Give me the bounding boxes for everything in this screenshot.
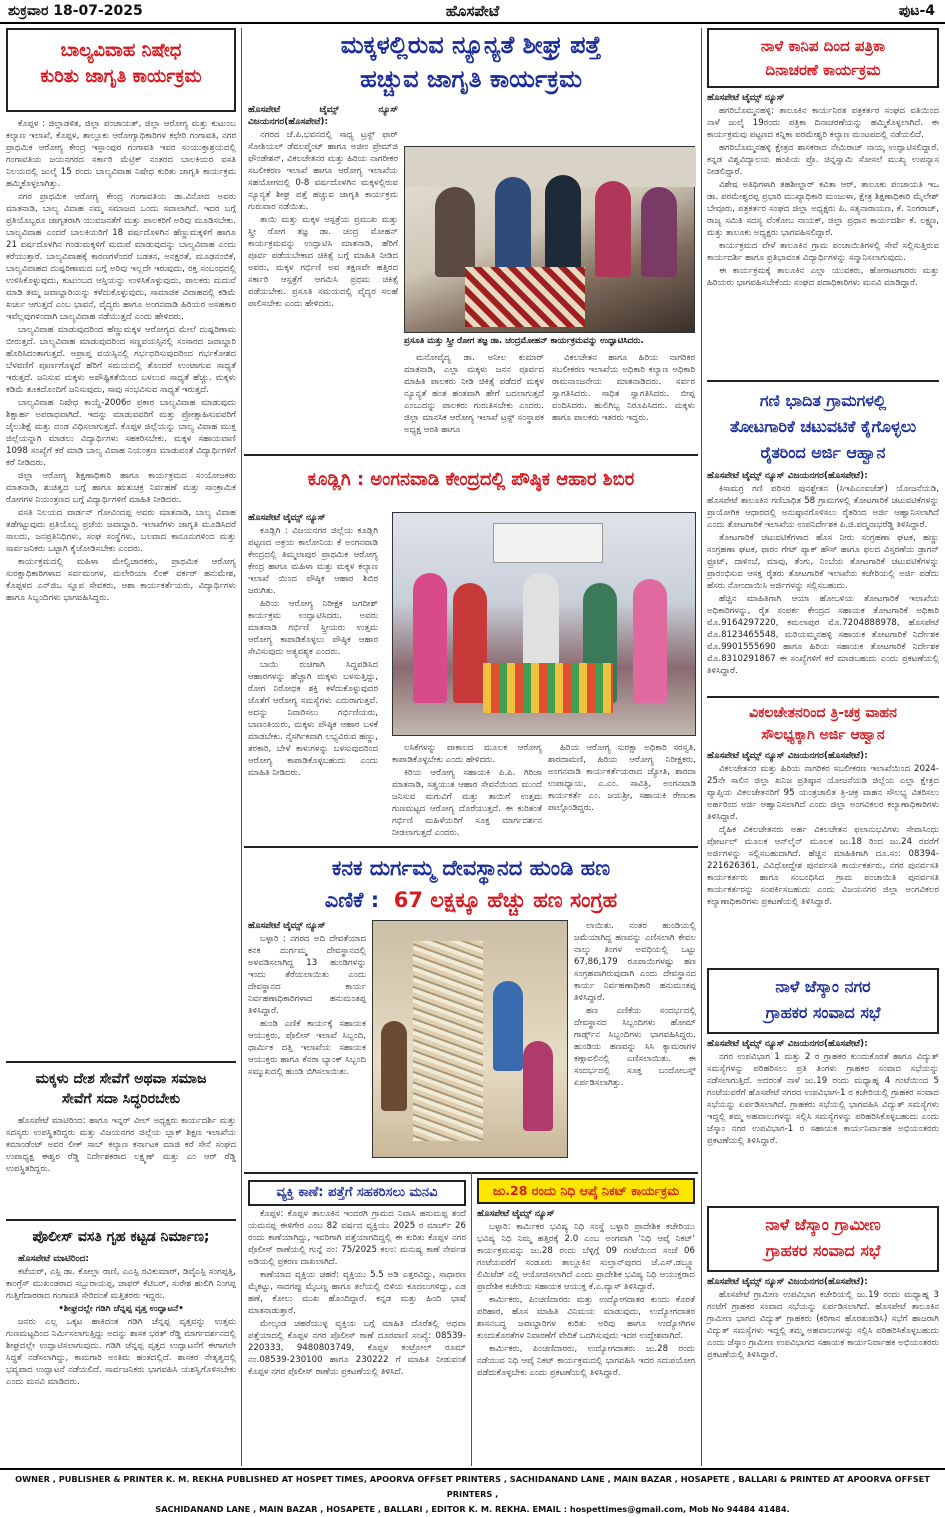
press-day-article: ಹೊಸಪೇಟೆ ಟೈಮ್ಸ್ ನ್ಯೂಸ್ ಹಗರಿಬೊಮ್ಮನಹಳ್ಳಿ: ತಾಲೂಕಿನ ಕಾರ್ಯನಿರತ ಪತ್ರಕರ್ತರ ಸಂಘದ ವತಿಯಿಂದ ನಾಳೆ ಜುಲೈ 19ರಂದು ಪತ್ರಿಕಾ ದಿನಾಚರಣೆಯನ್ನು ಹಮ್ಮಿಕೊಳ್ಳಲಾಗಿದೆ. ಈ ಕಾರ್ಯಕ್ರಮವು ಪಟ್ಟಣದ ಕನ್ನಿಕಾ ಪರಮೇಶ್ವರಿ ಕಲ್ಯಾಣ ಮಂಟಪದಲ್ಲಿ ನಡೆಯಲಿದೆ. ಹಗರಿಬೊಮ್ಮನಹಳ್ಳಿ ಕ್ಷೇತ್ರದ ಶಾಸಕರಾದ ನೇಮಿರಾಜ್ ನಾಯ್ಕ ಉದ್ಘಾಟಿಸಲಿದ್ದಾರೆ. ಕನ್ನಡ ವಿಶ್ವವಿದ್ಯಾಲಯ ಹಂಪಿಯ ಪ್ರೊ. ಚಿನ್ನಸ್ವಾಮಿ ಸೋಸಲೆ ಮುಖ್ಯ ಉಪನ್ಯಾಸ ನೀಡಲಿದ್ದಾರೆ. ವಿಶೇಷ ಅತಿಥಿಗಳಾಗಿ ತಹಶೀಲ್ದಾರ್ ಕವಿತಾ ಆರ್, ತಾಲೂಕು ಪಂಚಾಯತಿ ಇಒ ಡಾ. ಪರಮೇಶ್ವರಪ್ಪ ಪ್ರಭಾರಿ ಮುಖ್ಯಾಧಿಕಾರಿ ಮಂಜುಳಾ, ಕ್ಷೇತ್ರ ಶಿಕ್ಷಣಾಧಿಕಾರಿ ಮೈಲೇಶ್ ಬೇವೂರು, ಪತ್ರಕರ್ತರ ಸಂಘದ ಜಿಲ್ಲಾ ಅಧ್ಯಕ್ಷರು ಪಿ. ಸತ್ಯನಾರಾಯಣ, ಕೆ. ನಿಂಗರಾಜ್, ರಾಜ್ಯ ಸಮಿತಿ ಸದಸ್ಯ ವೆಂಕೋಬ ನಾಯಕ್, ಜಿಲ್ಲಾ ಪ್ರಧಾನ ಕಾರ್ಯದರ್ಶಿ ಕೆ. ಲಕ್ಷ್ಮಣ, ಮತ್ತು ತಾಲೂಕು ಅಧ್ಯಕ್ಷರು ಭಾಗವಹಿಸಲಿದ್ದಾರೆ. ಕಾರ್ಯಕ್ರಮದ ವೇಳೆ ತಾಲೂಕಿನ ಗ್ರಾಮ ಪಂಚಾಯಿತಿಗಳಲ್ಲಿ ಸೇವೆ ಸಲ್ಲಿಸುತ್ತಿರುವ ಕಾರ್ಯದರ್ಶಿ ಹಾಗೂ ಪ್ರತಿಭಾವಂತ ವಿದ್ಯಾರ್ಥಿಗಳನ್ನು ಸನ್ಮಾನಿಸಲಾಗುವುದು. ಈ ಕಾರ್ಯಕ್ರಮಕ್ಕೆ ತಾಲೂಕಿನ ಎಲ್ಲಾ ಯುವಕರು, ಹೋರಾಟಗಾರರು ಮತ್ತು ಹಿರಿಯರು ಭಾಗವಹಿಸಬೇಕೆಂದು ಸಂಘದ ಪದಾಧಿಕಾರಿಗಳು ಮನವಿ ಮಾಡಿದ್ದಾರೆ. xyxy=(707,93,939,288)
lead-story xyxy=(248,28,694,96)
rule-kudligi xyxy=(244,454,698,456)
lead-headline: ಮಕ್ಕಳಲ್ಲಿರುವ ನ್ಯೂನ್ಯತೆ ಶೀಘ್ರ ಪತ್ತೆ ಹಚ್ಚುವ ಜಾಗೃತಿ ಕಾರ್ಯಕ್ರಮ xyxy=(340,31,602,93)
lead-article-col1: ಹೊಸಪೇಟೆ ಟೈಮ್ಸ್ ನ್ಯೂಸ್ ವಿಜಯನಗರ(ಹೊಸಪೇಟೆ): ನಗರದ ಜೆ.ಪಿ.ಭವನದಲ್ಲಿ ಸಾಧ್ಯ ಟ್ರಸ್ಟ್ ಫಾರ್ ಸೋಶಿಯಲ್ ಡೆವಲಪ್ಮೆಂಟ್ ಹಾಗೂ ಅಜೀಂ ಪ್ರೇಮ್‌ಜಿ ಫೌಂಡೇಶನ್, ವಿಕಲಚೇತನರ ಮತ್ತು ಹಿರಿಯ ನಾಗರೀಕರ ಸಬಲೀಕರಣ ಇಲಾಖೆ ಹಾಗೂ ಆರೋಗ್ಯ ಇಲಾಖೆಯ ಸಹಯೋಗದಲ್ಲಿ 0-8 ವರ್ಷದೊಳಗಿನ ಮಕ್ಕಳಲ್ಲಿರುವ ನ್ಯೂನ್ಯತೆ ಶೀಘ್ರ ಪತ್ತೆ ಹಚ್ಚುವ ಜಾಗೃತಿ ಕಾರ್ಯಕ್ರಮ ಗುರುವಾರ ನಡೆಯಿತು. ತಾಯಿ ಮತ್ತು ಮಕ್ಕಳ ಆಸ್ಪತ್ರೆಯ ಪ್ರಮುಖ ಮತ್ತು ಸ್ತ್ರೀ ರೋಗ ತಜ್ಞ ಡಾ. ಚಂದ್ರ ಮೋಹನ್ ಕಾರ್ಯಕ್ರಮವನ್ನು ಉದ್ಘಾಟಿಸಿ ಮಾತನಾಡಿ, ಹೆರಿಗೆ ಪೂರ್ವ ಪಡೆಯಬೇಕಾದ ಚಿಕಿತ್ಸೆ ಬಗ್ಗೆ ಮಾಹಿತಿ ನೀಡಿದ ಅವರು, ಮಕ್ಕಳ ಗರ್ಭಿಣಿ ಅವ ತಕ್ಷಣವೇ ಹತ್ತಿರದ ಸರ್ಕಾರಿ ಆಸ್ಪತ್ರೆಗೆ ಆಗಮಿಸಿ ಪ್ರಥಮ ಚಿಕಿತ್ಸೆ ಪಡೆಯಬೇಕು. ಪ್ರಸೂತಿ ಸಮಯದಲ್ಲಿ ವೈದ್ಯರ ಸಲಹೆ ಪಾಲಿಸಬೇಕು ಎಂದು ಹೇಳಿದರು. xyxy=(248,105,398,309)
police-quarters-article: ಹೊಸಪೇಟೆ ಮಾಟಿರಿಂದ: ಕಟೆಯರ್, ಎಸ್ಪಿ ಡಾ. ಕೋಲ್ಲಾ ರಾಣಿ, ಎಎಸ್ಪಿ ರವಿಕುಮಾರ್, ಡಿವೈಎಸ್ಪಿ ಸಂಗಪ್ಪತ್ತಿ, ಕಾಂಗ್ರೆಸ್ ಮುಖಂಡರಾದ ಸಬ್ಬುರಾಯಪ್ಪ, ಜಾಫರ್ ಕೆಟಿಬರ್, ಸುರೇಶ ಹುಲಿಗಿ ನಿಂಗಪ್ಪ ಗುತ್ತಿಗೆದಾರರಾದ ಗಂಗಾವತಿ ಸೇರಿದಂತೆ ಮತ್ತಿತರರು ಇದ್ದರು. •ಶೀಘ್ರದಲ್ಲೇ ಗಡಿಗಿ ಚೆನ್ನಪ್ಪ ವೃತ್ತ ಉದ್ಘಾಟನೆ• ಜನರು ಎಲ್ಲ ಒಕ್ಕಟ ಹಾಕಿದಂತ ಗಡಿಗಿ ಚೆನ್ನಪ್ಪ ವೃತ್ತವನ್ನು ಉತ್ತಮ ಗುಣಮಟ್ಟದಿಂದ ನಿರ್ಮಿಸಲಾಗುತ್ತಿದ್ದು ಅದನ್ನು ಶಾಸಕ ಭರತ್ ರೆಡ್ಡಿ ಮಾರ್ಗದರ್ಶನದಲ್ಲಿ ಶೀಘ್ರದಲ್ಲೇ ಉದ್ಘಾಟಿಸಲಾಗುವುದು. ಗಡಿಗಿ ಚೆನ್ನಪ್ಪ ವೃತ್ತದ ಉದ್ಘಾಟನೆಗೆ ಈಗಾಗಲೇ ಸಿದ್ಧತೆ ನಡೆಸಲಾಗಿದ್ದು, ಕಾಮಗಾರಿ ಅಂತಿಮ ಹಂತದಲ್ಲಿದೆ. ಶಾಸಕರ ನೇತೃತ್ವದಲ್ಲಿ ಭವ್ಯವಾದ ಉದ್ಘಾಟನೆ ನಡೆಯಲಿದೆ. ಸಾರ್ವಜನಿಕರು ಭಾಗವಹಿಸಿ ಯಶಸ್ವಿಗೊಳಿಸಬೇಕು ಎಂದು ಮನವಿ ಮಾಡಿದರು. xyxy=(6,1254,236,1387)
column-rule-left xyxy=(241,28,242,1466)
children-service-article: ಹೊಸಪೇಟೆ ಮಾಟಿರಿಂದ: ಹಾಗೂ ಇನ್ನರ್ ವೀಲ್ ಅಧ್ಯಕ್ಷರು ಕಾರ್ಯದರ್ಶಿ ಮತ್ತು ಸದಸ್ಯರು ಉಪಸ್ಥಿತರಿದ್ದರು ಮತ್ತು ವಿಜಯನಗರ ಜಿಲ್ಲೆಯ ಬ್ಲಾಕ್ ಶಿಕ್ಷಣ ಇಲಾಖೆಯ ಕಮಾಂಡೆಂಟ್ ಅವರ ಲೀಕ್ ಸಾಬ್ ಕಲ್ಯಾಣ ಕರ್ನಾಟಕ ಮಾಜಿ ಕರೆ ಸೇನೆ ಸಂಘದ ಉಪಾಧ್ಯಕ್ಷ ಈಶ್ವರ ರೆಡ್ಡಿ ನಿರ್ದೇಶಕರಾದ ಲಕ್ಷ್ಮಣ್ ಮತ್ತು ಎಂ ಆರ್ ರೆಡ್ಡಿ ಉಪಸ್ಥಿತರಿದ್ದರು. xyxy=(6,1116,236,1174)
child-marriage-article: ಕೊಪ್ಪಳ : ಜಿಲ್ಲಾಡಳಿತ, ಜಿಲ್ಲಾ ಪಂಚಾಯತ್, ಜಿಲ್ಲಾ ಆರೋಗ್ಯ ಮತ್ತು ಕುಟುಂಬ ಕಲ್ಯಾಣ ಇಲಾಖೆ, ಕೊಪ್ಪಳ, ತಾಲ್ಲೂಕು ಆರೋಗ್ಯಾಧಿಕಾರಿಗಳ ಕಛೇರಿ ಗಂಗಾವತಿ, ನಗರ ಪ್ರಾಥಮಿಕ ಆರೋಗ್ಯ ಕೇಂದ್ರ ಇಸ್ಲಾಂಪುರ ಗಂಗಾವತಿ ಇವರ ಸಂಯುಕ್ತಾಶ್ರಯದಲ್ಲಿ ಗಂಗಾವತಿಯ ಜಯನಗರದ ಸರ್ಕಾರಿ ಮೆಟ್ರಿಕ್ ನಂತರದ ಬಾಲಕಿಯರ ವಸತಿ ನಿಲಯದಲ್ಲಿ ಜುಲೈ 15 ರಂದು ಬಾಲ್ಯವಿವಾಹ ನಿಷೇಧ ಕುರಿತು ಜಾಗೃತಿ ಕಾರ್ಯಕ್ರಮ ಹಮ್ಮಿಕೊಳ್ಳಲಾಗಿತ್ತು. ನಗರ ಪ್ರಾಥಮಿಕ ಆರೋಗ್ಯ ಕೇಂದ್ರ ಗಂಗಾವತಿಯ ಡಾ.ವಿನೋದ ಅವರು ಮಾತನಾಡಿ, ಬಾಲ್ಯ ವಿವಾಹ ನಮ್ಮ ಸಮಾಜದ ಒಂದು ಸವಾಲಾಗಿದೆ. ಇದರ ಬಗ್ಗೆ ಪ್ರತಿಯೊಬ್ಬರೂ ಜಾಗೃತರಾಗಿ ಯುವಜನತೆಗೆ ಮತ್ತು ಪಾಲಕರಿಗೆ ಅರಿವು ಮೂಡಿಸಬೇಕು. ಬಾಲ್ಯವಿವಾಹ ಎಂದರೆ ಬಾಲಕಿಯರಿಗೆ 18 ವರ್ಷದೊಳಗಿನ ಹೆಣ್ಣುಮಕ್ಕಳಿಗೆ ಹಾಗೂ 21 ವರ್ಷದೊಳಗಿನ ಗಂಡುಮಕ್ಕಳಿಗೆ ಮದುವೆ ಮಾಡುವುದನ್ನು ಬಾಲ್ಯವಿವಾಹ ಎಂದು ಕರೆಯುತ್ತಾರೆ. ಬಾಲ್ಯವಿವಾಹಕ್ಕೆ ಕಾರಣಗಳೆಂದರೆ ಬಡತನ, ಅನಕ್ಷರತೆ, ಮೂಢನಂಬಿಕೆ, ಬಾಲ್ಯವಿವಾಹದ ದುಷ್ಪರಿಣಾಮದ ಬಗ್ಗೆ ಅರಿವು ಇಲ್ಲದೇ ಇರುವುದು, ರಕ್ತ ಸಂಬಂಧದಲ್ಲಿ ಉಳಿಸಿಕೊಳ್ಳುವುದು, ಕುಟುಂಬದ ಆಸ್ತಿಯನ್ನು ಉಳಿಸಿಕೊಳ್ಳುವುದು, ಪಾಲಕರು ಮದುವೆ ಮಾಡಿ ತಮ್ಮ ಜವಾಬ್ದಾರಿಯನ್ನು ಕಳೆದುಕೊಳ್ಳುವುದು, ಸಾಮಾಜಿಕ ವಿವಾಹದಲ್ಲಿ ಕಡಿಮೆ ಖರ್ಚು ಆಗುತ್ತದೆ ಎಂಬ ಭಾವನೆ, ವೈದ್ಯರು ಹಾಗೂ ಅಂಗನವಾಡಿ ಹಿರಿಯರ ಅಸಹಕಾರ ಇವೆಲ್ಲವುಗಳಿಂದಾಗಿ ಬಾಲ್ಯವಿವಾಹ ನಡೆಯುತ್ತದೆ ಎಂದು ಹೇಳಿದರು. ಬಾಲ್ಯವಿವಾಹ ಮಾಡುವುದರಿಂದ ಹೆಣ್ಣುಮಕ್ಕಳ ಆರೋಗ್ಯದ ಮೇಲೆ ದುಷ್ಪರಿಣಾಮ ಬೀರುತ್ತದೆ. ಬಾಲ್ಯವಿವಾಹ ಮಾಡುವುದರಿಂದ ಸಣ್ಣವಯಸ್ಸಿನಲ್ಲಿ ಸಂಸಾರದ ಜವಾಬ್ದಾರಿ ಹೊರಿಸಿದಂತಾಗುತ್ತದೆ. ಅಪ್ರಾಪ್ತ ವಯಸ್ಸಿನಲ್ಲಿ ಗರ್ಭಧರಿಸುವುದರಿಂದ ಗರ್ಭಕೋಶದ ಬೆಳವಣಿಗೆ ಪೂರ್ಣಗೊಳ್ಳದೆ ಹೆರಿಗೆ ಸಮಯದಲ್ಲಿ ತೊಂದರೆ ಉಂಟಾಗುವ ಸಾಧ್ಯತೆ ಇರುತ್ತದೆ. ಜನಿಸುವ ಮಕ್ಕಳು ಅಪೌಷ್ಟಿಕತೆಯಿಂದ ಬಳಲುವ ಸಾಧ್ಯತೆ ಹೆಚ್ಚು. ಮಕ್ಕಳು ಕಡಿಮೆ ತೂಕದೊಂದಿಗೆ ಜನಿಸುವುದು, ಸಾವು ಸಂಭವಿಸುವ ಸಾಧ್ಯತೆ ಇರುತ್ತದೆ. ಬಾಲ್ಯವಿವಾಹ ನಿಷೇಧ ಕಾಯ್ದೆ-2006ರ ಪ್ರಕಾರ ಬಾಲ್ಯವಿವಾಹ ಮಾಡುವುದು ಶಿಕ್ಷಾರ್ಹ ಅಪರಾಧವಾಗಿದೆ. ಇದನ್ನು ಮಾಡುವವರಿಗೆ ಮತ್ತು ಪ್ರೋತ್ಸಾಹಿಸುವವರಿಗೆ ಜೈಲುಶಿಕ್ಷೆ ಮತ್ತು ದಂಡ ವಿಧಿಸಲಾಗುತ್ತದೆ. ಕೊಪ್ಪಳ ಜಿಲ್ಲೆಯನ್ನು ಬಾಲ್ಯ ವಿವಾಹ ಮುಕ್ತ ಜಿಲ್ಲೆಯನ್ನಾಗಿ ಮಾಡಲು ವಿದ್ಯಾರ್ಥಿಗಳು ಸಹಕರಿಸಬೇಕು. ಮಕ್ಕಳ ಸಹಾಯವಾಣಿ 1098 ಸಂಖ್ಯೆಗೆ ಕರೆ ಮಾಡಿ ಬಾಲ್ಯ ವಿವಾಹ ನಿಯಂತ್ರಣ ಮಾಡುವಂತೆ ವಿದ್ಯಾರ್ಥಿಗಳಿಗೆ ಕರೆ ನೀಡಿದರು. ಜಿಲ್ಲಾ ಆರೋಗ್ಯ ಶಿಕ್ಷಣಾಧಿಕಾರಿ ಹಾಗೂ ಕಾರ್ಯಕ್ರಮದ ಸಂಯೋಜಕರು ಮಾತನಾಡಿ, ಶುಚಿತ್ವದ ಬಗ್ಗೆ ಹಾಗೂ ಋತುಚಕ್ರ ನಿರ್ವಹಣೆ ಮತ್ತು ಸಾಂಕ್ರಾಮಿಕ ರೋಗಗಳ ನಿಯಂತ್ರಣದ ಬಗ್ಗೆ ವಿದ್ಯಾರ್ಥಿಗಳಿಗೆ ಮಾಹಿತಿ ನೀಡಿದರು. ವಸತಿ ನಿಲಯದ ವಾರ್ಡನ್ ಗೋವಿಂದಪ್ಪ ಅವರು ಮಾತನಾಡಿ, ಬಾಲ್ಯ ವಿವಾಹ ತಡೆಗಟ್ಟುವುದು ಪ್ರತಿಯೊಬ್ಬ ಪ್ರಜೆಯ ಜವಾಬ್ದಾರಿ. ಇಲಾಖೆಗಳು ಜಾಗೃತಿ ಮೂಡಿಸಿದರೆ ಸಾಲದು, ಜನಪ್ರತಿನಿಧಿಗಳು, ಸಂಘ ಸಂಸ್ಥೆಗಳು, ಬಲವಾದ ಕಾನೂನುಗಳಿಂದ ಮತ್ತು ಸಾರ್ವಜನಿಕರು ಒಟ್ಟಾಗಿ ಕೈಜೋಡಿಸಬೇಕು ಎಂದರು. ಕಾರ್ಯಕ್ರಮದಲ್ಲಿ ಮಹಿಳಾ ಮೇಲ್ವಿಚಾರಕರು, ಪ್ರಾಥಮಿಕ ಆರೋಗ್ಯ ಸುರಕ್ಷಾಧಿಕಾರಿಗಳಾದ ಸರ್ವಮಂಗಳ, ಮಲೇರಿಯಾ ಲಿಂಕ್ ವರ್ಕರ್ ಹನುಮೇಶ, ಕೊಪ್ಪಳದ ಎನ್‌ಜಿಒ ಸ್ನೂಪ ಸೇವಕರು, ಆಶಾ ಕಾರ್ಯಕರ್ತೆಯರು, ವಿದ್ಯಾರ್ಥಿಗಳು ಹಾಗೂ ಸಿಬ್ಬಂದಿಗಳು ಭಾಗವಹಿಸಿದ್ದರು. xyxy=(6,119,236,603)
children-service-headline: ಮಕ್ಕಳು ದೇಶ ಸೇವೆಗೆ ಅಥವಾ ಸಮಾಜ ಸೇವೆಗೆ ಸದಾ ಸಿದ್ಧರಿರಬೇಕು xyxy=(6,1061,236,1109)
kudligi-article-col3: ಹಿರಿಯ ಆರೋಗ್ಯ ಸುರಕ್ಷಾ ಅಧಿಕಾರಿ ಸರಸ್ವತಿ, ಶಾರದಾಮಣಿ, ಹಿರಿಯ ಆರೋಗ್ಯ ನಿರೀಕ್ಷಕರು, ಅಂಗನವಾಡಿ ಕಾರ್ಯಕರ್ತೆಯರಾದ ಜ್ಯೋತಿ, ಶಾರದಾ ಉಪಾಧ್ಯಾಯ, ಎ.ಎಂ. ಸಾವಿತ್ರಿ, ಅಂಗನವಾಡಿ ಕಾರ್ಯಕರ್ತೆ ಎಂ. ಜಯಶ್ರೀ, ಸಹಾಯಕಿ ರೇಣುಕಾ ಪಾಲ್ಗೊಂಡಿದ್ದರು. xyxy=(548,743,696,813)
durgamma-article-col2: ಲಾಯಿತು. ನಂತರ ಹುಂಡಿಯಲ್ಲಿ ಜಮೆಯಾಗಿದ್ದ ಹಣವನ್ನು ಎಣಿಸಲಾಗಿ ಕೇವಲ ನಾಲ್ಕು ತಿಂಗಳ ಅವಧಿಯಲ್ಲಿ ಒಟ್ಟು 67,86,179 ರೂಪಾಯಿಗಳಷ್ಟು ಹಣ ಸಂಗ್ರಹವಾಗಿರುವುದಾಗಿ ಎಂದು ದೇವಸ್ಥಾನದ ಕಾರ್ಯ ನಿರ್ವಹಣಾಧಿಕಾರಿ ಹನುಮಂತಪ್ಪ ತಿಳಿಸಿದ್ದಾರೆ. ಹಣ ಎಣಿಕೆಯ ಸಂದರ್ಭದಲ್ಲಿ ದೇವಸ್ಥಾನದ ಸಿಬ್ಬಂದಿಗಳು ಹೋಮ್ ಗಾರ್ಡ್ಸ್‌ನ ಸಿಬ್ಬಂದಿಗಳು ಭಾಗವಹಿಸಿದ್ದರು. ಹುಂಡಿಯ ಹಣವನ್ನು ಸಿಸಿ ಕ್ಯಾಮರಾಗಳ ಕಣ್ಗಾವಲಿನಲ್ಲಿ ಎಣಿಸಲಾಯಿತು. ಈ ಸಂದರ್ಭದಲ್ಲಿ ಸೂಕ್ತ ಬಂದೋಬಸ್ತ್ ಏರ್ಪಡಿಸಲಾಗಿತ್ತು. xyxy=(574,921,696,1088)
gescom-city-headline: ನಾಳೆ ಜೆಸ್ಕಾಂ ನಗರ ಗ್ರಾಹಕರ ಸಂವಾದ ಸಭೆ xyxy=(707,968,939,1034)
rule-durgamma xyxy=(244,846,698,848)
nidhi-headline: ಜು.28 ರಂದು ನಿಧಿ ಆಪ್ಕೆ ನಿಕಟ್ ಕಾರ್ಯಕ್ರಮ xyxy=(477,1178,695,1204)
page-number: ಪುಟ-4 xyxy=(898,3,935,19)
horticulture-article: ಹೊಸಪೇಟೆ ಟೈಮ್ಸ್ ನ್ಯೂಸ್ ವಿಜಯನಗರ(ಹೊಸಪೇಟೆ): ಕಿಸಾಮಗ್ರ ಗಣಿ ಪರಿಸರ ಪುನಶ್ಚೇತನ (ಸಿಇಪಿಎಂಐಜೆಡ್) ಯೋಜನೆಯಡಿ, ಹೊಸಪೇಟೆ ತಾಲೂಕಿನ ಗಣಿಬಾಧಿತ 58 ಗ್ರಾಮಗಳಲ್ಲಿ ತೋಟಗಾರಿಕೆ ಚಟುವಟಿಕೆಗಳನ್ನು ಪ್ರಾಯೋಗಿಕ ಆಧಾರದಲ್ಲಿ ಅನುಷ್ಠಾನಗೊಳಿಸಲು ರೈತರಿಂದ ಅರ್ಜಿ ಆಹ್ವಾನಿಸಲಾಗಿದೆ ಎಂದು ತೋಟಗಾರಿಕೆ ಇಲಾಖೆಯ ಉಪನಿರ್ದೇಶಕ ಪಿ.ಜಿ.ಪದ್ಮನಾಭರೆಡ್ಡಿ ತಿಳಿಸಿದ್ದಾರೆ. ತೋಟಗಾರಿಕೆ ಚಟುವಟಿಕೆಗಳಾದ ಹೊಸ ನೀರು ಸಂಗ್ರಹಣಾ ಘಟಕ, ಹಣ್ಣು ಸಂಗ್ರಹಣಾ ಘಟಕ, ಫಾರಂ ಗೇಟ್ ಪ್ಯಾಕ್ ಹೌಸ್ ಹಾಗೂ ಫಲದ ವಿಸ್ತರಣೆಯ ಡ್ರಾಗನ್ ಫ್ರೂಟ್, ದಾಳಿಂಬೆ, ಮಾವು, ತೆಂಗು, ನಿಂಬೆಯ ತೋಟಗಾರಿಕೆ ಚಟುವಟಿಕೆಗಳನ್ನು ಪ್ರಾರಂಭಿಸುವ ಆಸಕ್ತ ರೈತರು ತೋಟಗಾರಿಕೆ ಇಲಾಖೆಯ ಕಚೇರಿಯಲ್ಲಿ ಅರ್ಜಿ ಪಡೆದು ಹೆಸರು ನೋಂದಾಯಿಸಿ ಅರ್ಜಿಗಳನ್ನು ಸಲ್ಲಿಸಬಹುದು. ಹೆಚ್ಚಿನ ಮಾಹಿತಿಗಾಗಿ ಆಯಾ ಹೋಬಳಿಯ ತೋಟಗಾರಿಕೆ ಇಲಾಖೆಯ ಅಧಿಕಾರಿಗಳನ್ನು, ರೈತ ಸಂಪರ್ಕ ಕೇಂದ್ರದ ಸಹಾಯಕ ತೋಟಗಾರಿಕೆ ಅಧಿಕಾರಿ ಮೊ.9164297220, ಕಮಲಾಪುರ ಮೊ.7204888978, ಹೊಸಪೇಟೆ ಮೊ.8123465548, ಮರಿಯಮ್ಮನಹಳ್ಳಿ ಸಹಾಯಕ ತೋಟಗಾರಿಕೆ ನಿರ್ದೇಶಕ ಮೊ.9901555690 ಹಾಗೂ ಹಿರಿಯ ಸಹಾಯಕ ತೋಟಗಾರಿಕೆ ನಿರ್ದೇಶಕ ಮೊ.8310291867 ಈ ಸಂಖ್ಯೆಗಳಿಗೆ ಕರೆ ಮಾಡಬಹುದು ಎಂದು ಪ್ರಕಟಣೆಯಲ್ಲಿ ತಿಳಿಸಿದ್ದಾರೆ. xyxy=(707,471,939,676)
gescom-city-article: ಹೊಸಪೇಟೆ ಟೈಮ್ಸ್ ನ್ಯೂಸ್ ವಿಜಯನಗರ(ಹೊಸಪೇಟೆ): ನಗರ ಉಪವಿಭಾಗ 1 ಮತ್ತು 2 ರ ಗ್ರಾಹಕರ ಕುಂದುಕೊರತೆ ಹಾಗೂ ವಿದ್ಯುತ್ ಸಮಸ್ಯೆಗಳನ್ನು ಪರಿಹರಿಸಲು ಪ್ರತಿ ತಿಂಗಳು ಗ್ರಾಹಕರ ಸಂವಾದ ಸಭೆಯನ್ನು ನಡೆಸಲಾಗುತ್ತಿದೆ. ಅದರಂತೆ ನಾಳೆ ಜು.19 ರಂದು ಮಧ್ಯಾಹ್ನ 4 ಗಂಟೆಯಿಂದ 5 ಗಂಟೆಯವರೆಗೆ ಹೊಸಪೇಟೆ ನಗರದ ಉಪವಿಭಾಗ-1 ರ ಕಚೇರಿಯಲ್ಲಿ ಗ್ರಾಹಕರ ಸಂವಾದ ಸಭೆಯನ್ನು ಏರ್ಪಡಿಸಲಾಗಿದೆ. ಗ್ರಾಹಕರು ಸಭೆಯಲ್ಲಿ ಭಾಗವಹಿಸಿ ವಿದ್ಯುತ್ ಸಮಸ್ಯೆಗಳು ಇದ್ದಲ್ಲಿ ತಮ್ಮ ಅಹವಾಲುಗಳನ್ನು ಸಲ್ಲಿಸಿ ಸಮಸ್ಯೆಗಳನ್ನು ಪರಿಹರಿಸಿಕೊಳ್ಳಬಹುದು ಎಂದು ಜೆಸ್ಕಾಂ ನಗರ ಉಪವಿಭಾಗ-1 ರ ಸಹಾಯಕ ಕಾರ್ಯನಿರ್ವಾಹಕ ಅಭಿಯಂತರರು ಪ್ರಕಟಣೆಯಲ್ಲಿ ತಿಳಿಸಿದ್ದಾರೆ. xyxy=(707,1039,939,1146)
lead-photo xyxy=(404,146,695,333)
kudligi-photo xyxy=(392,512,696,736)
tricycle-headline: ವಿಕಲಚೇತನರಿಂದ ತ್ರಿ-ಚಕ್ರ ವಾಹನ ಸೌಲಭ್ಯಕ್ಕಾಗಿ ಅರ್ಜಿ ಆಹ್ವಾನ xyxy=(707,696,939,746)
right-column xyxy=(707,28,939,1418)
gescom-rural-headline: ನಾಳೆ ಜೆಸ್ಕಾಂ ಗ್ರಾಮೀಣ ಗ್ರಾಹಕರ ಸಂವಾದ ಸಭೆ xyxy=(707,1206,939,1272)
paper-name: ಹೊಸಪೇಟೆ xyxy=(445,2,500,20)
press-day-headline: ನಾಳೆ ಕಾನಿಪ ದಿಂದ ಪತ್ರಿಕಾ ದಿನಾಚರಣೆ ಕಾರ್ಯಕ್ರಮ xyxy=(707,28,939,88)
lead-photo-caption: ಪ್ರಸೂತಿ ಮತ್ತು ಸ್ತ್ರೀ ರೋಗ ತಜ್ಞ ಡಾ. ಚಂದ್ರಮೋಹನ್ ಕಾರ್ಯಕ್ರಮವನ್ನು ಉದ್ಘಾಟಿಸಿದರು. xyxy=(404,336,644,346)
masthead xyxy=(0,0,945,24)
column-rule-right xyxy=(701,28,702,1466)
kudligi-article-col1: ಹೊಸಪೇಟೆ ಟೈಮ್ಸ್ ನ್ಯೂಸ್ ಕೂಡ್ಲಿಗಿ : ವಿಜಯನಗರ ಜಿಲ್ಲೆಯ ಕೂಡ್ಲಿಗಿ ಪಟ್ಟಣದ ಅಕ್ರಯ ಕಾಲೋನಿಯ ಕೆ ಅಂಗನವಾಡಿ ಕೇಂದ್ರದಲ್ಲಿ ತಿಮ್ಮಲಾಪುರ ಪ್ರಾಥಮಿಕ ಆರೋಗ್ಯ ಕೇಂದ್ರ ಹಾಗೂ ಮಹಿಳಾ ಮತ್ತು ಮಕ್ಕಳ ಕಲ್ಯಾಣ ಇಲಾಖೆ ಯಿಂದ ಪೌಷ್ಠಿಕ ಆಹಾರ ಶಿಬಿರ ಜರುಗಿತು. ಹಿರಿಯ ಆರೋಗ್ಯ ನಿರೀಕ್ಷಕ ಜಗದೀಶ್ ಕಾರ್ಯಕ್ರಮ ಉದ್ಘಾಟಿಸಿದರು. ಅವರು ಮಾತನಾಡಿ ಗರ್ಭಿಣಿ ಸ್ತ್ರೀಯರು ಉತ್ತಮ ಆರೋಗ್ಯ ಕಾಪಾಡಿಕೊಳ್ಳಲು ಪೌಷ್ಠಿಕ ಆಹಾರ ಸೇವಿಸುವುದು ಅತ್ಯವಶ್ಯಕ ಎಂದರು. ಬಾಯಿ ರುಚಿಗಾಗಿ ಸಿದ್ಧಪಡಿಸಿದ ಆಹಾರಗಳನ್ನು ಹೆಚ್ಚಾಗಿ ಮಕ್ಕಳು ಬಳಸುತ್ತಿದ್ದು, ರೋಗ ನಿರೋಧಕ ಶಕ್ತಿ ಕಳೆದುಕೊಳ್ಳುವುದರ ಜೊತೆಗೆ ಆರೋಗ್ಯ ಸಮಸ್ಯೆಗಳು ಎದುರಾಗುತ್ತವೆ. ಅದನ್ನು ನಿವಾರಿಸಲು ಗರ್ಭಿಣಿಯರು, ಬಾಣಂತಿಯರು, ಮಕ್ಕಳು ಪೌಷ್ಠಿಕ ಆಹಾರ ಬಳಕೆ ಮಾಡಬೇಕು. ನೈಸರ್ಗಿಕವಾಗಿ ಲಭ್ಯವಿರುವ ಹಣ್ಣು, ತರಕಾರಿ, ಬೇಳೆ ಕಾಳುಗಳನ್ನು ಬಳಸುವುದರಿಂದ ಆರೋಗ್ಯ ಕಾಪಾಡಿಕೊಳ್ಳಬಹುದು ಎಂದು ಮಾಹಿತಿ ನೀಡಿದರು. xyxy=(248,513,378,778)
kudligi-headline: ಕೂಡ್ಲಿಗಿ : ಅಂಗನವಾಡಿ ಕೇಂದ್ರದಲ್ಲಿ ಪೌಷ್ಠಿಕ ಆಹಾರ ಶಿಬಿರ xyxy=(307,469,635,490)
horticulture-headline: ಗಣಿ ಭಾದಿತ ಗ್ರಾಮಗಳಲ್ಲಿ ತೋಟಗಾರಿಕೆ ಚಟುವಟಿಕೆ ಕೈಗೊಳ್ಳಲು ರೈತರಿಂದ ಅರ್ಜಿ ಆಹ್ವಾನ xyxy=(707,380,939,466)
police-quarters-headline: ಪೊಲೀಸ್ ವಸತಿ ಗೃಹ ಕಟ್ಟಡ ನಿರ್ಮಾಣ; xyxy=(6,1219,236,1247)
left-column xyxy=(6,28,236,1451)
missing-person-headline: ವ್ಯಕ್ತಿ ಕಾಣೆ: ಪತ್ತೆಗೆ ಸಹಕರಿಸಲು ಮನವಿ xyxy=(248,1180,466,1206)
kudligi-article-col2: ಲಸಿಕೆಗಳನ್ನು ಪಾಕಾಲದ ಮೂಲಕ ಆರೋಗ್ಯ ಕಾಪಾಡಿಕೊಳ್ಳಬೇಕು ಎಂದು ಹೇಳಿದರು. ಕಿರಿಯ ಆರೋಗ್ಯ ಸಹಾಯಕಿ ಪಿ.ಪಿ. ಗಿರಿಜಾ ಮಾತನಾಡಿ, ಸತ್ವಯುತ ಆಹಾರ ಸೇವನೆಯಿಂದ ಮುಂದೆ ಜನಿಸುವ ಮಗುವಿಗೆ ಮತ್ತು ತಾಯಿಗೆ ಉತ್ತಮ ಗುಣಮಟ್ಟದ ಆರೋಗ್ಯ ದೊರೆಯುತ್ತದೆ. ಈ ಕುರಿತಂತೆ ಗರ್ಭಿಣಿ ಮಹಿಳೆಯರಿಗೆ ಸೂಕ್ತ ಮಾರ್ಗದರ್ಶನ ನೀಡಲಾಗುತ್ತದೆ ಎಂದರು. xyxy=(392,743,542,838)
column-rule-center xyxy=(471,1172,472,1466)
lead-article-col3: ವಿಕಲಚೇತನ ಹಾಗೂ ಹಿರಿಯ ನಾಗರಿಕರ ಸಬಲೀಕರಣ ಇಲಾಖೆಯ ಅಧಿಕಾರಿ ಕಲ್ಯಾಣ ಅಧಿಕಾರಿ ರಾಮನಾಂಜನೇಯ ಮಾತನಾಡಿದರು. ಸರ್ವರ ಸ್ವಾಗತಿಸಿದರು. ಸಾಧಿತ ಸ್ವಾಗತಿಸಿದರು. ಬೀಪ್ಪ ವಂದಿಸಿದರು. ಹುಲಿಗಿಬ್ಬ ನಿರೂಪಿಸಿದರು. ಮಕ್ಕಳು ಹಾಗೂ ಪಾಲಕರು ಇತರರು ಇದ್ದರು. xyxy=(552,353,695,423)
missing-person-article: ಕೊಪ್ಪಳ: ಕೊಪ್ಪಳ ತಾಲೂಕಿನ ಇಂದರಗಿ ಗ್ರಾಮದ ನಿವಾಸಿ ಹನುಮಪ್ಪ ತಂದೆ ಯಮನಪ್ಪ ಈಳಿಗೇರ ಎಂಬ 82 ವರ್ಷದ ವ್ಯಕ್ತಿಯು 2025 ರ ಮಾರ್ಚ್ 26 ರಂದು ಕಾಣೆಯಾಗಿದ್ದು, ಇವರಿಗಾಗಿ ಪತ್ತೆಯಾಗದಿದ್ದಲ್ಲಿ ಈ ಕುರಿತು ಕೊಪ್ಪಳ ನಗರ ಪೊಲೀಸ್ ಠಾಣೆಯಲ್ಲಿ ಗುನ್ನೆ ನಂ: 75/2025 ಕಲಂ: ಮನುಷ್ಯ ಕಾಣೆ ನೇರ್ಪಡ ಅಡಿಯಲ್ಲಿ ಪ್ರಕರಣ ದಾಖಲಾಗಿದೆ. ಕಾಣೆಯಾದ ವ್ಯಕ್ತಿಯ ಚಹರೆ: ವ್ಯಕ್ತಿಯು 5.5 ಅಡಿ ಎತ್ತರವಿದ್ದು, ಸಾಧಾರಣ ಮೈಕಟ್ಟು, ಸಾದಗಪ್ಪು ಮೈಬಣ್ಣ ಹಾಗೂ ತಲೆಯಲ್ಲಿ ಬಿಳಿಯ ಕೂದಲುಗಳಿದ್ದು, ಎಡ ಹಣೆ, ಕೋಲು ಮುಖ ಹೊಂದಿದ್ದಾರೆ. ಕನ್ನಡ ಮತ್ತು ಹಿಂದಿ ಭಾಷೆ ಮಾತನಾಡುತ್ತಾರೆ. ಮೇಲ್ಕಂಡ ಚಹರೆಯುಳ್ಳ ವ್ಯಕ್ತಿಯ ಬಗ್ಗೆ ಮಾಹಿತಿ ದೊರೆತಲ್ಲಿ ಅಥವಾ ಪತ್ತೆಯಾದಲ್ಲಿ ಕೊಪ್ಪಳ ನಗರ ಪೊಲೀಸ್ ಠಾಣೆ ದೂರವಾಣಿ ಸಂಖ್ಯೆ: 08539-220333, 9480803749, ಕೊಪ್ಪಳ ಕಂಟ್ರೋಲ್ ರೂಮ್ ನಂ.08539-230100 ಹಾಗೂ 230222 ಗೆ ಮಾಹಿತಿ ನೀಡುವಂತೆ ಕೊಪ್ಪಳ ನಗರ ಪೊಲೀಸ್ ಠಾಣೆಯ ಪ್ರಕಟಣೆಯಲ್ಲಿ ತಿಳಿಸಿದೆ. xyxy=(248,1209,466,1377)
nidhi-article: ಹೊಸಪೇಟೆ ಟೈಮ್ಸ್ ನ್ಯೂಸ್ ಬಳ್ಳಾರಿ: ಕಾರ್ಮಿಕರ ಭವಿಷ್ಯ ನಿಧಿ ಸಂಸ್ಥೆ ಬಳ್ಳಾರಿ ಪ್ರಾದೇಶಿಕ ಕಚೇರಿಯು ಭವಿಷ್ಯ ನಿಧಿ ನಿಮ್ಮ ಹತ್ತಿರಕ್ಕೆ 2.0 ಎಂಬ ಅಂಗವಾಗಿ 'ನಿಧಿ ಆಪ್ಕೆ ನಿಕಟ್' ಕಾರ್ಯಕ್ರಮವನ್ನು ಜು.28 ರಂದು ಬೆಳ್ಳಿಗ್ಗೆ 09 ಗಂಟೆಯಿಂದ ಸಂಜೆ 06 ಗಂಟೆಯವರೆಗೆ ಸಂಡೂರು ತಾಲ್ಲೂಕಿನ ಸುಲ್ತಾನ್‌ಪುರದ ಜೆ.ಎಸ್.ಡಬ್ಲ್ಯೂ ಲಿಮಿಟೆಡ್ ನಲ್ಲಿ ಆಯೋಜಿಸಲಾಗಿದೆ ಎಂದು ಪ್ರಾದೇಶಿಕ ಭವಿಷ್ಯ ನಿಧಿ ಆಯುಕ್ತರಾದ ಪ್ರಾದೇಶಿಕ ಕಚೇರಿಯ ಸಹಾಯಕ ಆಯುಕ್ತ ಕೆ.ಎ.ವ್ಯಾಸ್ ತಿಳಿಸಿದ್ದಾರೆ. ಕಾರ್ಮಿಕರು, ಪಿಂಚಣಿದಾರರು ಮತ್ತು ಉದ್ಯೋಗದಾತರ ಕುಂದು ಕೊರತೆ ಪರಿಹಾರ, ಹೊಸ ಮಾಹಿತಿ ವಿನಿಮಯ ಮಾಡುವುದು, ಉದ್ಯೋಗದಾತರ ಶಾಸನಬದ್ಧ ಜವಾಬ್ದಾರಿಗಳ ಕುರಿತು ಅರಿವು ಹಾಗೂ ಉದ್ಯೋಗಿಗಳ ಕುಂದುಕೊರತೆಗಳ ನಿವಾರಣೆಗೆ ವೇದಿಕೆ ಒದಗಿಸುವುದು ಇದರ ಉದ್ದೇಶವಾಗಿದೆ. ಕಾರ್ಮಿಕರು, ಪಿಂಚಣಿದಾರರು, ಉದ್ಯೋಗದಾತರು ಜು.28 ರಂದು ನಡೆಯುವ ನಿಧಿ ಆಪ್ಕೆ ನಿಕಟ್ ಕಾರ್ಯಕ್ರಮದಲ್ಲಿ ಭಾಗವಹಿಸಿ ಇದರ ಸದುಪಯೋಗ ಪಡೆದುಕೊಳ್ಳಬೇಕು ಎಂದು ಪ್ರಕಟಣೆಯಲ್ಲಿ ತಿಳಿಸಿದ್ದಾರೆ. xyxy=(477,1209,695,1378)
durgamma-article-col1: ಹೊಸಪೇಟೆ ಟೈಮ್ಸ್ ನ್ಯೂಸ್ ಬಳ್ಳಾರಿ : ನಗರದ ಅದಿ ದೇವತೆಯಾದ ಕನಕ ದುರ್ಗಮ್ಮ ದೇವಸ್ಥಾನದಲ್ಲಿ ಅಳವಡಿಸಲಾಗಿದ್ದ 13 ಹುಂಡಿಗಳನ್ನು ಇಂದು ತೆರೆಯಲಾಯಿತು ಎಂದು ದೇವಸ್ಥಾನದ ಕಾರ್ಯ ನಿರ್ವಹಣಾಧಿಕಾರಿಗಳಾದ ಹನುಮಂತಪ್ಪ ತಿಳಿಸಿದ್ದಾರೆ. ಹುಂಡಿ ಎಣಿಕೆ ಕಾರ್ಯಕ್ಕೆ ಸಹಾಯಕ ಆಯುಕ್ತರು, ಪೊಲೀಸ್ ಇಲಾಖೆ ಸಿಬ್ಬಂದಿ, ಧಾರ್ಮಿಕ ದತ್ತಿ ಇಲಾಖೆಯ ಸಹಾಯಕ ಆಯುಕ್ತರು ಹಾಗೂ ಕೆನರಾ ಬ್ಯಾಂಕ್ ಸಿಬ್ಬಂದಿ ಸಮ್ಮುಖದಲ್ಲಿ ಹುಂಡಿ ಬಿಗಿಸಲಾಯಿತು. xyxy=(248,921,366,1077)
issue-date: ಶುಕ್ರವಾರ 18-07-2025 xyxy=(8,3,143,19)
gescom-rural-article: ಹೊಸಪೇಟೆ ಟೈಮ್ಸ್ ನ್ಯೂಸ್ ವಿಜಯನಗರ(ಹೊಸಪೇಟೆ): ಹೊಸಪೇಟೆ ಗ್ರಾಮೀಣ ಉಪವಿಭಾಗ ಕಚೇರಿಯಲ್ಲಿ ಜು.19 ರಂದು ಮಧ್ಯಾಹ್ನ 3 ಗಂಟೆಗೆ ಗ್ರಾಹಕರ ಸಂವಾದ ಸಭೆಯನ್ನು ಏರ್ಪಡಿಸಲಾಗಿದೆ. ಹೊಸಪೇಟೆ ತಾಲೂಕಿನ ಗ್ರಾಮೀಣ ಭಾಗದ ವಿದ್ಯುತ್ ಗ್ರಾಹಕರು (ಕರಿಗಾನ ಹೊರತುಪಡಿಸಿ) ಸಭೆಗೆ ಹಾಜರಾಗಿ ವಿದ್ಯುತ್ ಸಮಸ್ಯೆಗಳು ಇದ್ದಲ್ಲಿ ತಮ್ಮ ಅಹವಾಲುಗಳನ್ನು ಸಲ್ಲಿಸಿ ಪರಿಹರಿಸಿಕೊಳ್ಳಬಹುದು ಎಂದು ಜೆಸ್ಕಾಂ ಗ್ರಾಮೀಣ ಉಪವಿಭಾಗದ ಸಹಾಯಕ ಕಾರ್ಯನಿರ್ವಾಹಕ ಅಭಿಯಂತರರು ಪ್ರಕಟಣೆಯಲ್ಲಿ ತಿಳಿಸಿದ್ದಾರೆ. xyxy=(707,1277,939,1360)
durgamma-headline: ಕನಕ ದುರ್ಗಮ್ಮ ದೇವಸ್ಥಾನದ ಹುಂಡಿ ಹಣ ಎಣಿಕೆ : 67 ಲಕ್ಷಕ್ಕೂ ಹೆಚ್ಚು ಹಣ ಸಂಗ್ರಹ xyxy=(324,856,618,912)
imprint-footer: OWNER , PUBLISHER & PRINTER K. M. REKHA PUBLISHED AT HOSPET TIMES, APOORVA OFFSET PRINTERS , SACHIDANAND LANE , MAIN BAZAR , HOSAPETE , BALLARI & PRINTED AT APOORVA OFFSET PRINTERS , SACHIDANAND LANE , MAIN BAZAR , HOSAPETE , BALLARI , EDITOR K. M. REKHA. EMAIL : hospettimes@gmail.com, Mob No 94484 41484. xyxy=(0,1468,945,1504)
lead-article-col2: ಮನೋವೈದ್ಯ ಡಾ. ಅನೀಲ ಕುಮಾರ್ ಮಾತನಾಡಿ, ಎಲ್ಲಾ ಮಕ್ಕಳು ಜನನ ಪೂರ್ವದ ಮಾಹಿತಿ ಪಾಲಕರು ನೀಡಿ ಚಿಕಿತ್ಸೆ ಪಡೆದರೆ ಮಕ್ಕಳ ನ್ಯೂನ್ಯತೆ ಹಂತ ಹಂತವಾಗಿ ಹೇಗೆ ಬದಲಾಗುತ್ತದೆ ಎಂಬುದನ್ನು ಪಾಲಕರು ಗುರುತಿಸಬೇಕು ಎಂದರು. ಜಿಲ್ಲಾ ಮಾನಸಿಕ ಆರೋಗ್ಯ ಇಲಾಖೆ ಟ್ರಸ್ಟ್ ಸಂಸ್ಥಾಪಕ ಅಧ್ಯಕ್ಷ ಆರತಿ ಹಾಗೂ xyxy=(404,353,544,435)
tricycle-article: ಹೊಸಪೇಟೆ ಟೈಮ್ಸ್ ನ್ಯೂಸ್ ವಿಜಯನಗರ(ಹೊಸಪೇಟೆ): ವಿಕಲಚೇತನರ ಮತ್ತು ಹಿರಿಯ ನಾಗರಿಕರ ಸಬಲೀಕರಣ ಇಲಾಖೆಯಿಂದ 2024-25ನೇ ಸಾಲಿನ ಜಿಲ್ಲಾ ಖನಿಜ ಪ್ರತಿಷ್ಠಾನ ಯೋಜನೆಯಡಿ ಜಿಲ್ಲೆಯ ಎಲ್ಲಾ ಕ್ಷೇತ್ರದ ವ್ಯಾಪ್ತಿಯ ವಿಕಲಚೇತನರಿಗೆ 95 ಯಂತ್ರಚಾಲಿತ ತ್ರಿ-ಚಕ್ರ ವಾಹನ ಸೌಲಭ್ಯ ವಿತರಿಸಲು ಅರ್ಹರಿಂದ ಅರ್ಜಿ ಆಹ್ವಾನಿಸಲಾಗಿದೆ ಎಂದು ಜಿಲ್ಲಾ ಅಂಗವಿಕಲರ ಕಲ್ಯಾಣಾಧಿಕಾರಿಗಳು ತಿಳಿಸಿದ್ದಾರೆ. ದೈಹಿಕ ವಿಕಲಚೇತನರು ಅರ್ಹ ವಿಕಲಚೇತನ ಫಲಾನುಭವಿಗಳು ಸೇವಾಸಿಂಧು ಪೋರ್ಟಲ್ ಮೂಲಕ ಆನ್‌ಲೈನ್ ಮೂಲಕ ಜು.18 ರಿಂದ ಜು.24 ರವರೆಗೆ ಅರ್ಜಿಗಳನ್ನು ಸಲ್ಲಿಸಬಹುದಾಗಿದೆ. ಹೆಚ್ಚಿನ ಮಾಹಿತಿಗಾಗಿ ದೂ.ಸಂ: 08394-221626361, ವಿವಿಧೋದ್ದೇಶ ಪುನರ್ವಸತಿ ಕಾರ್ಯಕರ್ತರು, ನಗರ ಪುನರ್ವಸತಿ ಕಾರ್ಯಕರ್ತರು ಹಾಗೂ ಸಂಬಂಧಿಸಿದ ಗ್ರಾಮ ಪಂಚಾಯಿತಿ ಪುನರ್ವಸತಿ ಕಾರ್ಯಕರ್ತರನ್ನು ಸಂಪರ್ಕಿಸಬಹುದು ಎಂದು ವಿಜಯನಗರ ಜಿಲ್ಲಾ ಅಂಗವಿಕಲರ ಕಲ್ಯಾಣಾಧಿಕಾರಿಗಳು ಪ್ರಕಟಣೆಯಲ್ಲಿ ತಿಳಿಸಿದ್ದಾರೆ. xyxy=(707,751,939,907)
durgamma-photo xyxy=(372,920,568,1158)
child-marriage-headline: ಬಾಲ್ಯವಿವಾಹ ನಿಷೇಧ ಕುರಿತು ಜಾಗೃತಿ ಕಾರ್ಯಕ್ರಮ xyxy=(6,28,236,112)
